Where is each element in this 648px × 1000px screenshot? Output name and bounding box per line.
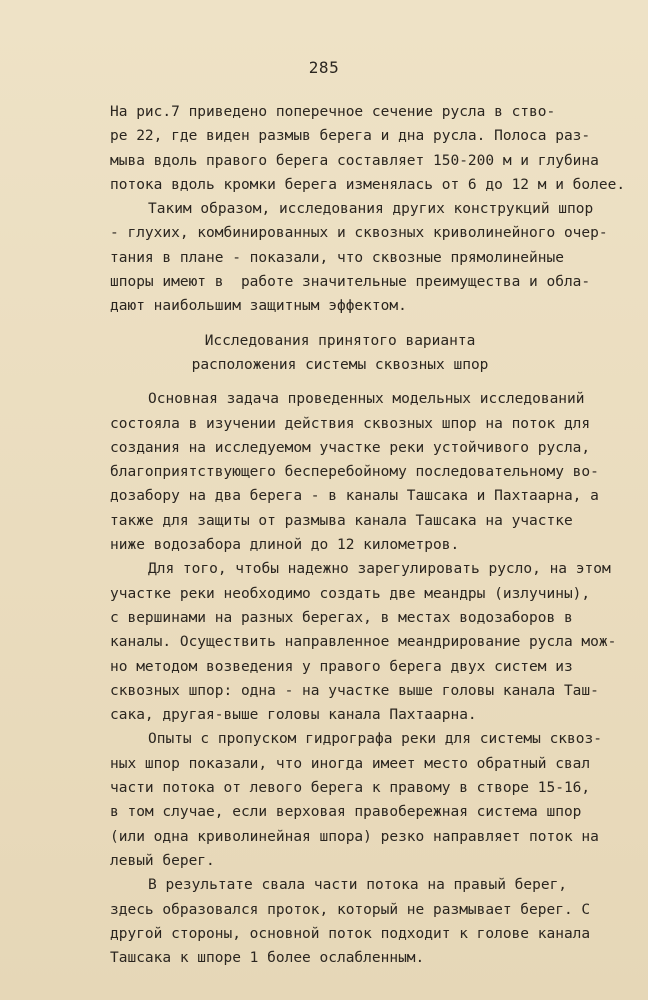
text-line: Основная задача проведенных модельных исследований (148, 391, 585, 408)
paragraph-6 (110, 873, 591, 970)
text-line: сквозных шпор: одна - на участке выше головы канала Таш- (110, 682, 599, 699)
text-line: Ташсака к шпоре 1 более ослабленным. (110, 950, 425, 967)
text-line: ре 22, где виден размыв берега и дна русла. Полоса раз- (110, 128, 591, 145)
text-line: другой стороны, основной поток подходит к голове канала (110, 925, 591, 942)
text-line: здесь образовался проток, который не размывает берег. С (110, 901, 591, 918)
text-line: части потока от левого берега к правому в створе 15-16, (110, 780, 591, 797)
paragraph-3 (110, 387, 599, 557)
text-line: - глухих, комбинированных и сквозных криволинейного очер- (110, 225, 608, 242)
text-line: Опыты с пропуском гидрографа реки для системы сквоз- (148, 731, 602, 748)
text-line: создания на исследуемом участке реки устойчивого русла, (110, 439, 591, 456)
text-line: каналы. Осуществить направленное меандрирование русла мож- (110, 634, 617, 651)
text-line: дозабору на два берега - в каналы Ташсака и Пахтаарна, а (110, 488, 599, 505)
text-line: ных шпор показали, что иногда имеет место обратный свал (110, 755, 591, 772)
text-line: с вершинами на разных берегах, в местах водозаборов в (110, 609, 573, 626)
spacer (110, 319, 570, 329)
text-line: В результате свала части потока на правый берег, (148, 877, 568, 894)
spacer (110, 377, 570, 387)
text-line: в том случае, если верховая правобережная система шпор (110, 804, 582, 821)
text-line: левый берег. (110, 852, 215, 869)
text-line: состояла в изучении действия сквозных шпор на поток для (110, 415, 591, 432)
paragraph-1 (110, 100, 626, 197)
text-line: тания в плане - показали, что сквозные прямолинейные (110, 249, 564, 266)
text-line: дают наибольшим защитным эффектом. (110, 298, 407, 315)
heading-line: Исследования принятого варианта (204, 332, 476, 349)
text-line: ниже водозабора длиной до 12 километров. (110, 537, 460, 554)
paragraph-2 (110, 197, 608, 318)
page-number: 285 (308, 58, 340, 77)
heading-line: расположения системы сквозных шпор (191, 356, 489, 373)
section-heading (110, 329, 570, 378)
text-line: также для защиты от размыва канала Ташсака на участке (110, 512, 573, 529)
text-line: Для того, чтобы надежно зарегулировать русло, на этом (148, 561, 611, 578)
text-line: сака, другая-выше головы канала Пахтаарна. (110, 707, 477, 724)
paragraph-5 (110, 727, 602, 873)
text-line: На рис.7 приведено поперечное сечение русла в ство- (110, 104, 556, 120)
text-line: шпоры имеют в работе значительные преимущества и обла- (110, 274, 591, 291)
paragraph-4 (110, 557, 617, 727)
text-line: благоприятствующего бесперебойному последовательному во- (110, 464, 599, 481)
text-line: мыва вдоль правого берега составляет 150-200 м и глубина (110, 152, 599, 169)
text-line: но методом возведения у правого берега двух систем из (110, 658, 573, 675)
text-line: (или одна криволинейная шпора) резко направляет поток на (110, 828, 599, 845)
text-line: участке реки необходимо создать две меандры (излучины), (110, 585, 591, 602)
text-line: Таким образом, исследования других конструкций шпор (148, 201, 594, 218)
text-line: потока вдоль кромки берега изменялась от 6 до 12 м и более. (110, 176, 626, 193)
body-text (110, 100, 626, 970)
